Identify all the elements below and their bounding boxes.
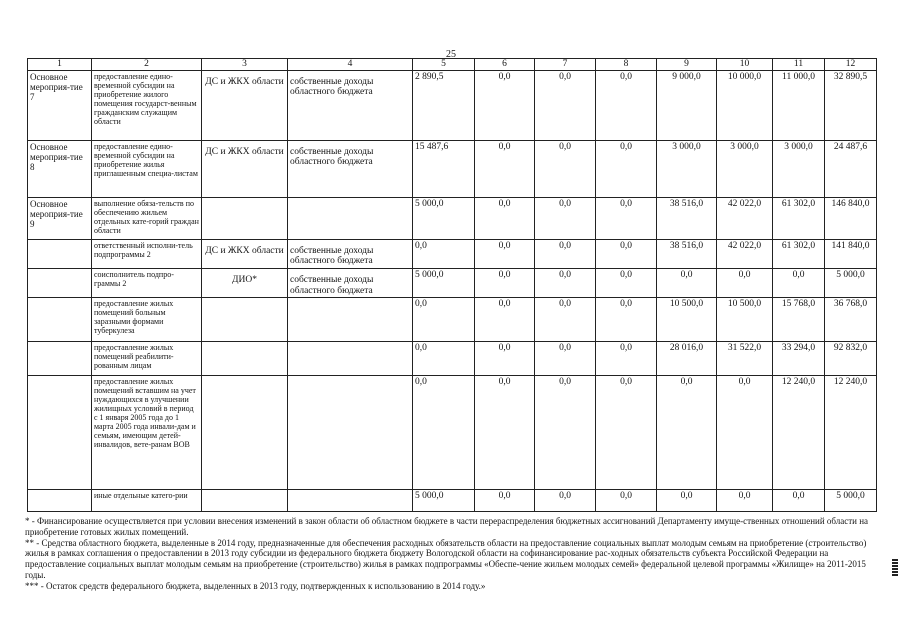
description-cell: выполнение обяза-тельств по обеспечению жильем отдельных кате-горий граждан области [92, 197, 202, 239]
value-cell: 3 000,0 [773, 140, 825, 197]
value-cell: 15 487,6 [413, 140, 475, 197]
executor-cell [202, 197, 288, 239]
funding-source-cell [288, 197, 413, 239]
value-cell: 42 022,0 [717, 239, 773, 268]
value-cell: 38 516,0 [657, 197, 717, 239]
value-cell: 0,0 [657, 490, 717, 512]
description-cell: предоставление жилых помещений больным заразными формами туберкулеза [92, 298, 202, 342]
value-cell: 0,0 [475, 140, 535, 197]
value-cell: 0,0 [596, 140, 657, 197]
funding-source-cell: собственные доходы областного бюджета [288, 70, 413, 140]
value-cell: 0,0 [475, 490, 535, 512]
header-cell: 1 [28, 59, 92, 71]
value-cell: 0,0 [717, 268, 773, 297]
funding-source-cell [288, 298, 413, 342]
value-cell: 0,0 [535, 197, 596, 239]
table-row [28, 70, 877, 140]
value-cell: 3 000,0 [717, 140, 773, 197]
executor-cell: ДС и ЖКХ области [202, 239, 288, 268]
value-cell: 11 000,0 [773, 70, 825, 140]
value-cell: 5 000,0 [413, 197, 475, 239]
value-cell: 15 768,0 [773, 298, 825, 342]
value-cell: 9 000,0 [657, 70, 717, 140]
total-cell: 24 487,6 [825, 140, 877, 197]
value-cell: 5 000,0 [413, 490, 475, 512]
executor-cell [202, 490, 288, 512]
value-cell: 42 022,0 [717, 197, 773, 239]
value-cell: 0,0 [413, 298, 475, 342]
description-cell: иные отдельные катего-рии [92, 490, 202, 512]
value-cell: 0,0 [413, 239, 475, 268]
value-cell: 12 240,0 [773, 376, 825, 490]
total-cell: 32 890,5 [825, 70, 877, 140]
budget-table [27, 58, 877, 512]
funding-source-cell [288, 342, 413, 376]
header-row [28, 59, 877, 71]
value-cell: 0,0 [596, 342, 657, 376]
value-cell: 5 000,0 [413, 268, 475, 297]
main-activity-cell: Основное мероприя-тие 7 [28, 70, 92, 140]
value-cell: 0,0 [475, 197, 535, 239]
funding-source-cell: собственные доходы областного бюджета [288, 239, 413, 268]
executor-cell [202, 342, 288, 376]
executor-cell [202, 298, 288, 342]
value-cell: 0,0 [475, 239, 535, 268]
value-cell: 10 000,0 [717, 70, 773, 140]
executor-cell: ДС и ЖКХ области [202, 140, 288, 197]
table-row [28, 239, 877, 268]
description-cell: предоставление жилых помещений реабилити-рованным лицам [92, 342, 202, 376]
value-cell: 0,0 [413, 342, 475, 376]
total-cell: 36 768,0 [825, 298, 877, 342]
value-cell: 0,0 [717, 376, 773, 490]
executor-cell: ДС и ЖКХ области [202, 70, 288, 140]
header-cell: 9 [657, 59, 717, 71]
total-cell: 141 840,0 [825, 239, 877, 268]
header-cell: 6 [475, 59, 535, 71]
value-cell: 0,0 [535, 376, 596, 490]
value-cell: 10 500,0 [657, 298, 717, 342]
table-row [28, 490, 877, 512]
funding-source-cell: собственные доходы областного бюджета [288, 140, 413, 197]
description-cell: предоставление жилых помещений вставшим на учет нуждающихся в улучшении жилищных условий в период с 1 января 2005 года до 1 марта 2005 года инвали-дам и семьям, имеющим детей-инвалидов, вете-ранам ВОВ [92, 376, 202, 490]
value-cell: 0,0 [475, 70, 535, 140]
table-row [28, 268, 877, 297]
value-cell: 0,0 [413, 376, 475, 490]
header-cell: 10 [717, 59, 773, 71]
total-cell: 92 832,0 [825, 342, 877, 376]
value-cell: 0,0 [596, 239, 657, 268]
main-activity-cell [28, 342, 92, 376]
value-cell: 2 890,5 [413, 70, 475, 140]
total-cell: 12 240,0 [825, 376, 877, 490]
value-cell: 0,0 [475, 298, 535, 342]
value-cell: 0,0 [657, 376, 717, 490]
table-row [28, 197, 877, 239]
executor-cell [202, 376, 288, 490]
value-cell: 61 302,0 [773, 239, 825, 268]
total-cell: 5 000,0 [825, 490, 877, 512]
value-cell: 0,0 [475, 268, 535, 297]
description-cell: предоставление едино-временной субсидии на приобретение жилого помещения государст-венным гражданским служащим области [92, 70, 202, 140]
table-row [28, 342, 877, 376]
header-cell: 11 [773, 59, 825, 71]
main-activity-cell [28, 239, 92, 268]
table-body [28, 59, 877, 512]
main-activity-cell [28, 490, 92, 512]
table-row [28, 376, 877, 490]
main-activity-cell: Основное мероприя-тие 8 [28, 140, 92, 197]
value-cell: 0,0 [535, 268, 596, 297]
description-cell: предоставление едино-временной субсидии на приобретение жилья приглашенным специа-листам [92, 140, 202, 197]
value-cell: 28 016,0 [657, 342, 717, 376]
header-cell: 2 [92, 59, 202, 71]
main-activity-cell [28, 268, 92, 297]
footnote: ** - Средства областного бюджета, выделенные в 2014 году, предназначенные для обеспечения расходных обязательств области на предоставление социальных выплат молодым семьям на приобретение (строительство) жилья в рамках соглашения о предоставлении в 2013 году субсидии из федерального бюджета бюджету Вологодской области на софинансирование рас-ходных обязательств субъекта Российской Федерации на предоставление социальных выплат молодым семьям на приобретение (строительство) жилья в рамках подпрограммы «Обеспе-чение жильем молодых семей» федеральной целевой программы «Жилище» на 2011-2015 годы. [25, 537, 867, 580]
value-cell: 31 522,0 [717, 342, 773, 376]
header-cell: 8 [596, 59, 657, 71]
table-row [28, 140, 877, 197]
value-cell: 61 302,0 [773, 197, 825, 239]
value-cell: 38 516,0 [657, 239, 717, 268]
value-cell: 33 294,0 [773, 342, 825, 376]
footnotes [25, 516, 875, 592]
total-cell: 146 840,0 [825, 197, 877, 239]
value-cell: 0,0 [535, 298, 596, 342]
value-cell: 0,0 [717, 490, 773, 512]
value-cell: 0,0 [596, 490, 657, 512]
value-cell: 0,0 [535, 490, 596, 512]
main-activity-cell [28, 298, 92, 342]
main-activity-cell: Основное мероприя-тие 9 [28, 197, 92, 239]
value-cell: 0,0 [535, 239, 596, 268]
value-cell: 0,0 [657, 268, 717, 297]
value-cell: 10 500,0 [717, 298, 773, 342]
executor-cell: ДИО* [202, 268, 288, 297]
footnote: * - Финансирование осуществляется при условии внесения изменений в закон области об областном бюджете в части перераспределения бюджетных ассигнований Департаменту имуще-ственных отношений области на приобретение готовых жилых помещений. [25, 516, 869, 537]
description-cell: соисполнитель подпро-граммы 2 [92, 268, 202, 297]
footnote: *** - Остаток средств федерального бюджета, выделенных в 2013 году, подтвержденных к использованию в 2014 году.» [25, 580, 486, 591]
header-cell: 12 [825, 59, 877, 71]
page-number: 25 [446, 49, 456, 60]
total-cell: 5 000,0 [825, 268, 877, 297]
value-cell: 3 000,0 [657, 140, 717, 197]
value-cell: 0,0 [596, 298, 657, 342]
value-cell: 0,0 [596, 268, 657, 297]
value-cell: 0,0 [596, 376, 657, 490]
value-cell: 0,0 [535, 140, 596, 197]
scan-margin-mark [892, 559, 898, 577]
funding-source-cell: собственные доходы областного бюджета [288, 268, 413, 297]
value-cell: 0,0 [475, 342, 535, 376]
funding-source-cell [288, 490, 413, 512]
value-cell: 0,0 [475, 376, 535, 490]
table-row [28, 298, 877, 342]
header-cell: 7 [535, 59, 596, 71]
main-activity-cell [28, 376, 92, 490]
header-cell: 4 [288, 59, 413, 71]
value-cell: 0,0 [773, 268, 825, 297]
funding-source-cell [288, 376, 413, 490]
value-cell: 0,0 [535, 70, 596, 140]
value-cell: 0,0 [596, 70, 657, 140]
value-cell: 0,0 [773, 490, 825, 512]
value-cell: 0,0 [596, 197, 657, 239]
description-cell: ответственный исполни-тель подпрограммы 2 [92, 239, 202, 268]
value-cell: 0,0 [535, 342, 596, 376]
header-cell: 3 [202, 59, 288, 71]
header-cell: 5 [413, 59, 475, 71]
